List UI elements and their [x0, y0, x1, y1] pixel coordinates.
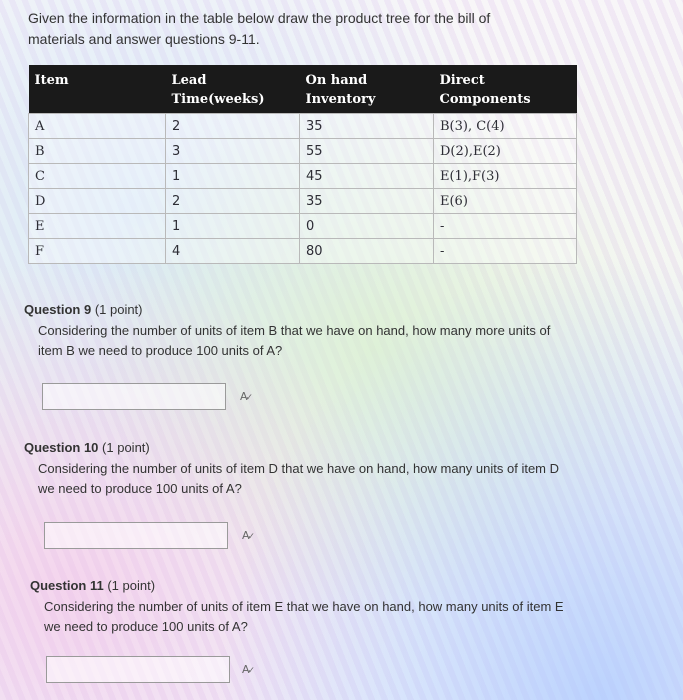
cell-on-hand: 35 [300, 189, 434, 214]
cell-on-hand: 45 [300, 164, 434, 189]
question-10-answer-input[interactable] [44, 522, 228, 549]
column-header-on-hand: On hand Inventory [300, 65, 434, 114]
question-9 [24, 302, 564, 361]
cell-item: C [29, 164, 166, 189]
cell-lead-time: 4 [166, 239, 300, 264]
bill-of-materials-table [28, 65, 577, 264]
table-row [29, 114, 577, 139]
cell-components: - [434, 239, 577, 264]
spellcheck-icon[interactable]: A✓ [242, 663, 256, 676]
question-text: Considering the number of units of item B that we have on hand, how many more units of item B we need to produce 100 units of A? [38, 323, 551, 358]
cell-item: A [29, 114, 166, 139]
question-11-answer-input[interactable] [46, 656, 230, 683]
question-text: Considering the number of units of item E that we have on hand, how many units of item E we need to produce 100 units of A? [44, 599, 564, 634]
instructions-text: Given the information in the table below draw the product tree for the bill of materials and answer questions 9-11. [28, 10, 491, 47]
spellcheck-icon[interactable]: A✓ [240, 390, 254, 403]
question-9-answer-input[interactable] [42, 383, 226, 410]
question-title: Question 11 [30, 578, 104, 593]
cell-on-hand: 55 [300, 139, 434, 164]
column-header-item: Item [29, 65, 166, 114]
question-10 [24, 440, 564, 499]
column-header-lead-time: Lead Time(weeks) [166, 65, 300, 114]
question-title: Question 9 [24, 302, 92, 317]
question-heading [24, 440, 564, 455]
question-points: (1 point) [107, 578, 156, 593]
question-points: (1 point) [94, 302, 143, 317]
cell-lead-time: 1 [166, 214, 300, 239]
question-points: (1 point) [102, 440, 150, 455]
cell-item: E [29, 214, 166, 239]
cell-item: B [29, 139, 166, 164]
cell-lead-time: 2 [166, 114, 300, 139]
cell-components: D(2),E(2) [434, 139, 577, 164]
spellcheck-icon[interactable]: A✓ [242, 529, 256, 542]
cell-lead-time: 1 [166, 164, 300, 189]
question-heading [24, 302, 564, 317]
table-row [29, 139, 577, 164]
cell-on-hand: 0 [300, 214, 434, 239]
cell-on-hand: 80 [300, 239, 434, 264]
cell-components: E(1),F(3) [434, 164, 577, 189]
cell-lead-time: 3 [166, 139, 300, 164]
cell-item: D [29, 189, 166, 214]
table-row [29, 164, 577, 189]
question-text: Considering the number of units of item D that we have on hand, how many units of item D we need to produce 100 units of A? [38, 461, 559, 496]
column-header-components: Direct Components [434, 65, 577, 114]
cell-on-hand: 35 [300, 114, 434, 139]
table-row [29, 189, 577, 214]
table-header-row [29, 65, 577, 114]
cell-item: F [29, 239, 166, 264]
table-row [29, 239, 577, 264]
table-row [29, 214, 577, 239]
question-heading [30, 578, 570, 593]
question-11 [30, 578, 570, 637]
cell-components: - [434, 214, 577, 239]
question-title: Question 10 [24, 440, 99, 455]
cell-lead-time: 2 [166, 189, 300, 214]
cell-components: E(6) [434, 189, 577, 214]
cell-components: B(3), C(4) [434, 114, 577, 139]
